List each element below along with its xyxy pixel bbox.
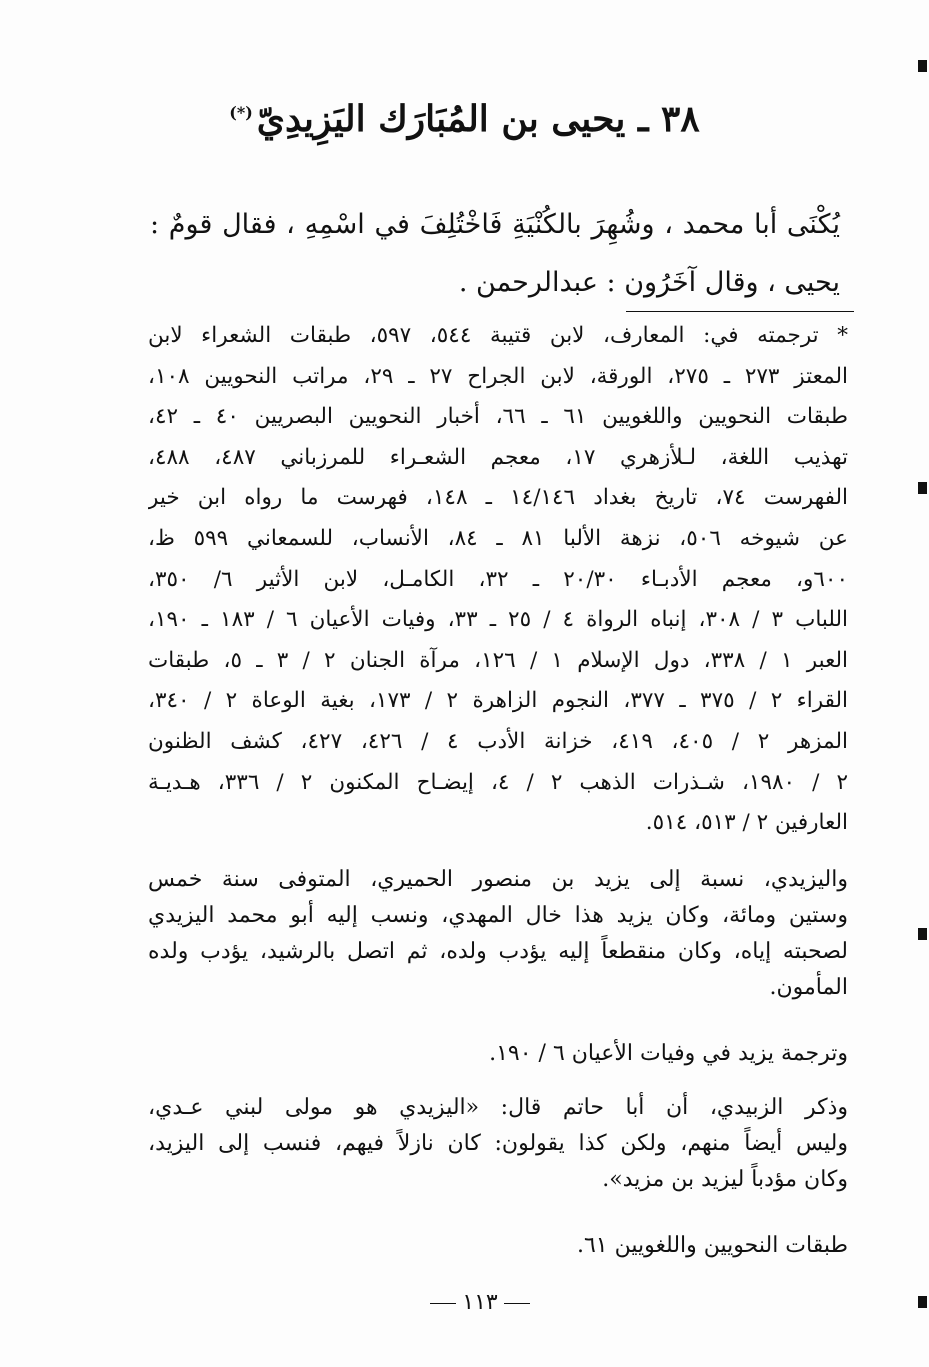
- paragraph-line: لصحبته إياه، وكان منقطعاً إليه يؤدب ولده، ثم اتصل بالرشيد، يؤدب ولده: [148, 939, 848, 964]
- page-number: [380, 1290, 580, 1315]
- footnote-line: ٢ / ١٩٨٠، شـذرات الذهب ٢ / ٤، إيضـاح المكنون ٢ / ٣٣٦، هـديـة: [148, 769, 848, 795]
- footnote-line: الفهرست ٧٤، تاريخ بغداد ١٤/١٤٦ ـ ١٤٨، فهرست ما رواه ابن خير: [148, 485, 848, 511]
- intro-line: يُكْنَى أبا محمد ، وشُهِرَ بالكُنْيَةِ فَاخْتُلِفَ في اسْمِهِ ، فقال قومٌ :: [150, 209, 840, 240]
- footnote-line: عن شيوخه ٥٠٦، نزهة الألبا ٨١ ـ ٨٤، الأنساب، للسمعاني ٥٩٩ ظ،: [148, 525, 848, 551]
- footnote-line: طبقات النحويين واللغويين ٦١ ـ ٦٦، أخبار النحويين البصريين ٤٠ ـ ٤٢،: [148, 404, 848, 430]
- paragraph-line: وترجمة يزيد في وفيات الأعيان ٦ / ١٩٠.: [489, 1041, 848, 1066]
- paragraph-line: وستين ومائة، وكان يزيد هذا خال المهدي، ونسب إليه أبو محمد اليزيدي: [148, 903, 848, 928]
- paragraph-line: طبقات النحويين واللغويين ٦١.: [576, 1233, 848, 1258]
- page-edge-mark: [918, 1296, 927, 1308]
- paragraph-zubaydi-quote: [148, 1090, 848, 1198]
- footnote-line: المزهر ٢ / ٤٠٥، ٤١٩، خزانة الأدب ٤ / ٤٢٦، ٤٢٧، كشف الظنون: [148, 728, 848, 754]
- paragraph-yazidi-nisba: [148, 862, 848, 1006]
- footnote-line: تهذيب اللغة، لـلأزهري ١٧، معجم الشعـراء للمرزباني ٤٨٧، ٤٨٨،: [148, 444, 848, 470]
- footnote-line: * ترجمته في: المعارف، لابن قتيبة ٥٤٤، ٥٩٧، طبقات الشعراء لابن: [148, 323, 848, 348]
- footnote-marker: (*): [229, 103, 253, 122]
- page-edge-mark: [918, 482, 927, 494]
- intro-paragraph: [150, 196, 840, 312]
- page-number-dash: [504, 1303, 530, 1304]
- footnote-line: المعتز ٢٧٣ ـ ٢٧٥، الورقة، لابن الجراح ٢٧ ـ ٢٩، مراتب النحويين ١٠٨،: [148, 363, 848, 389]
- paragraph-yazid-biography: [148, 1036, 848, 1072]
- footnote-separator: [626, 311, 854, 312]
- footnote-line: العارفين ٢ / ٥١٣، ٥١٤.: [645, 810, 848, 836]
- paragraph-line: وذكر الزبيدي، أن أبا حاتم قال: «اليزيدي هو مولى لبني عـدي،: [148, 1095, 848, 1120]
- paragraph-line: واليزيدي، نسبة إلى يزيد بن منصور الحميري، المتوفى سنة خمس: [148, 867, 848, 892]
- page-number-dash: [430, 1303, 456, 1304]
- paragraph-source-reference: [148, 1228, 848, 1264]
- page-edge-mark: [918, 60, 927, 72]
- footnote-line: اللباب ٣ / ٣٠٨، إنباه الرواة ٤ / ٢٥ ـ ٣٣، وفيات الأعيان ٦ / ١٨٣ ـ ١٩٠،: [148, 607, 848, 633]
- entry-title-text: ٣٨ ـ يحيى بن المُبَارَك اليَزِيدِيّ: [256, 98, 700, 140]
- paragraph-line: المأمون.: [769, 975, 848, 1000]
- paragraph-line: وكان مؤدباً ليزيد بن مزيد».: [602, 1167, 848, 1192]
- paragraph-line: وليس أيضاً منهم، ولكن كذا يقولون: كان نازلاً فيهم، فنسب إلى اليزيد،: [148, 1131, 848, 1156]
- footnote-block: [148, 316, 848, 844]
- page-edge-mark: [918, 928, 927, 940]
- entry-title: [150, 88, 779, 144]
- footnote-line: ٦٠٠و، معجم الأدبـاء ٢٠/٣٠ ـ ٣٢، الكامـل، لابن الأثير ٦/ ٣٥٠،: [148, 566, 848, 592]
- intro-line: يحيى ، وقال آخَرُون : عبدالرحمن .: [458, 267, 840, 298]
- footnote-line: القراء ٢ / ٣٧٥ ـ ٣٧٧، النجوم الزاهرة ٢ / ١٧٣، بغية الوعاة ٢ / ٣٤٠،: [148, 688, 848, 714]
- page-number-text: ١١٣: [462, 1290, 498, 1315]
- footnote-line: العبر ١ / ٣٣٨، دول الإسلام ١ / ١٢٦، مرآة الجنان ٢ / ٣ ـ ٥، طبقات: [148, 647, 848, 673]
